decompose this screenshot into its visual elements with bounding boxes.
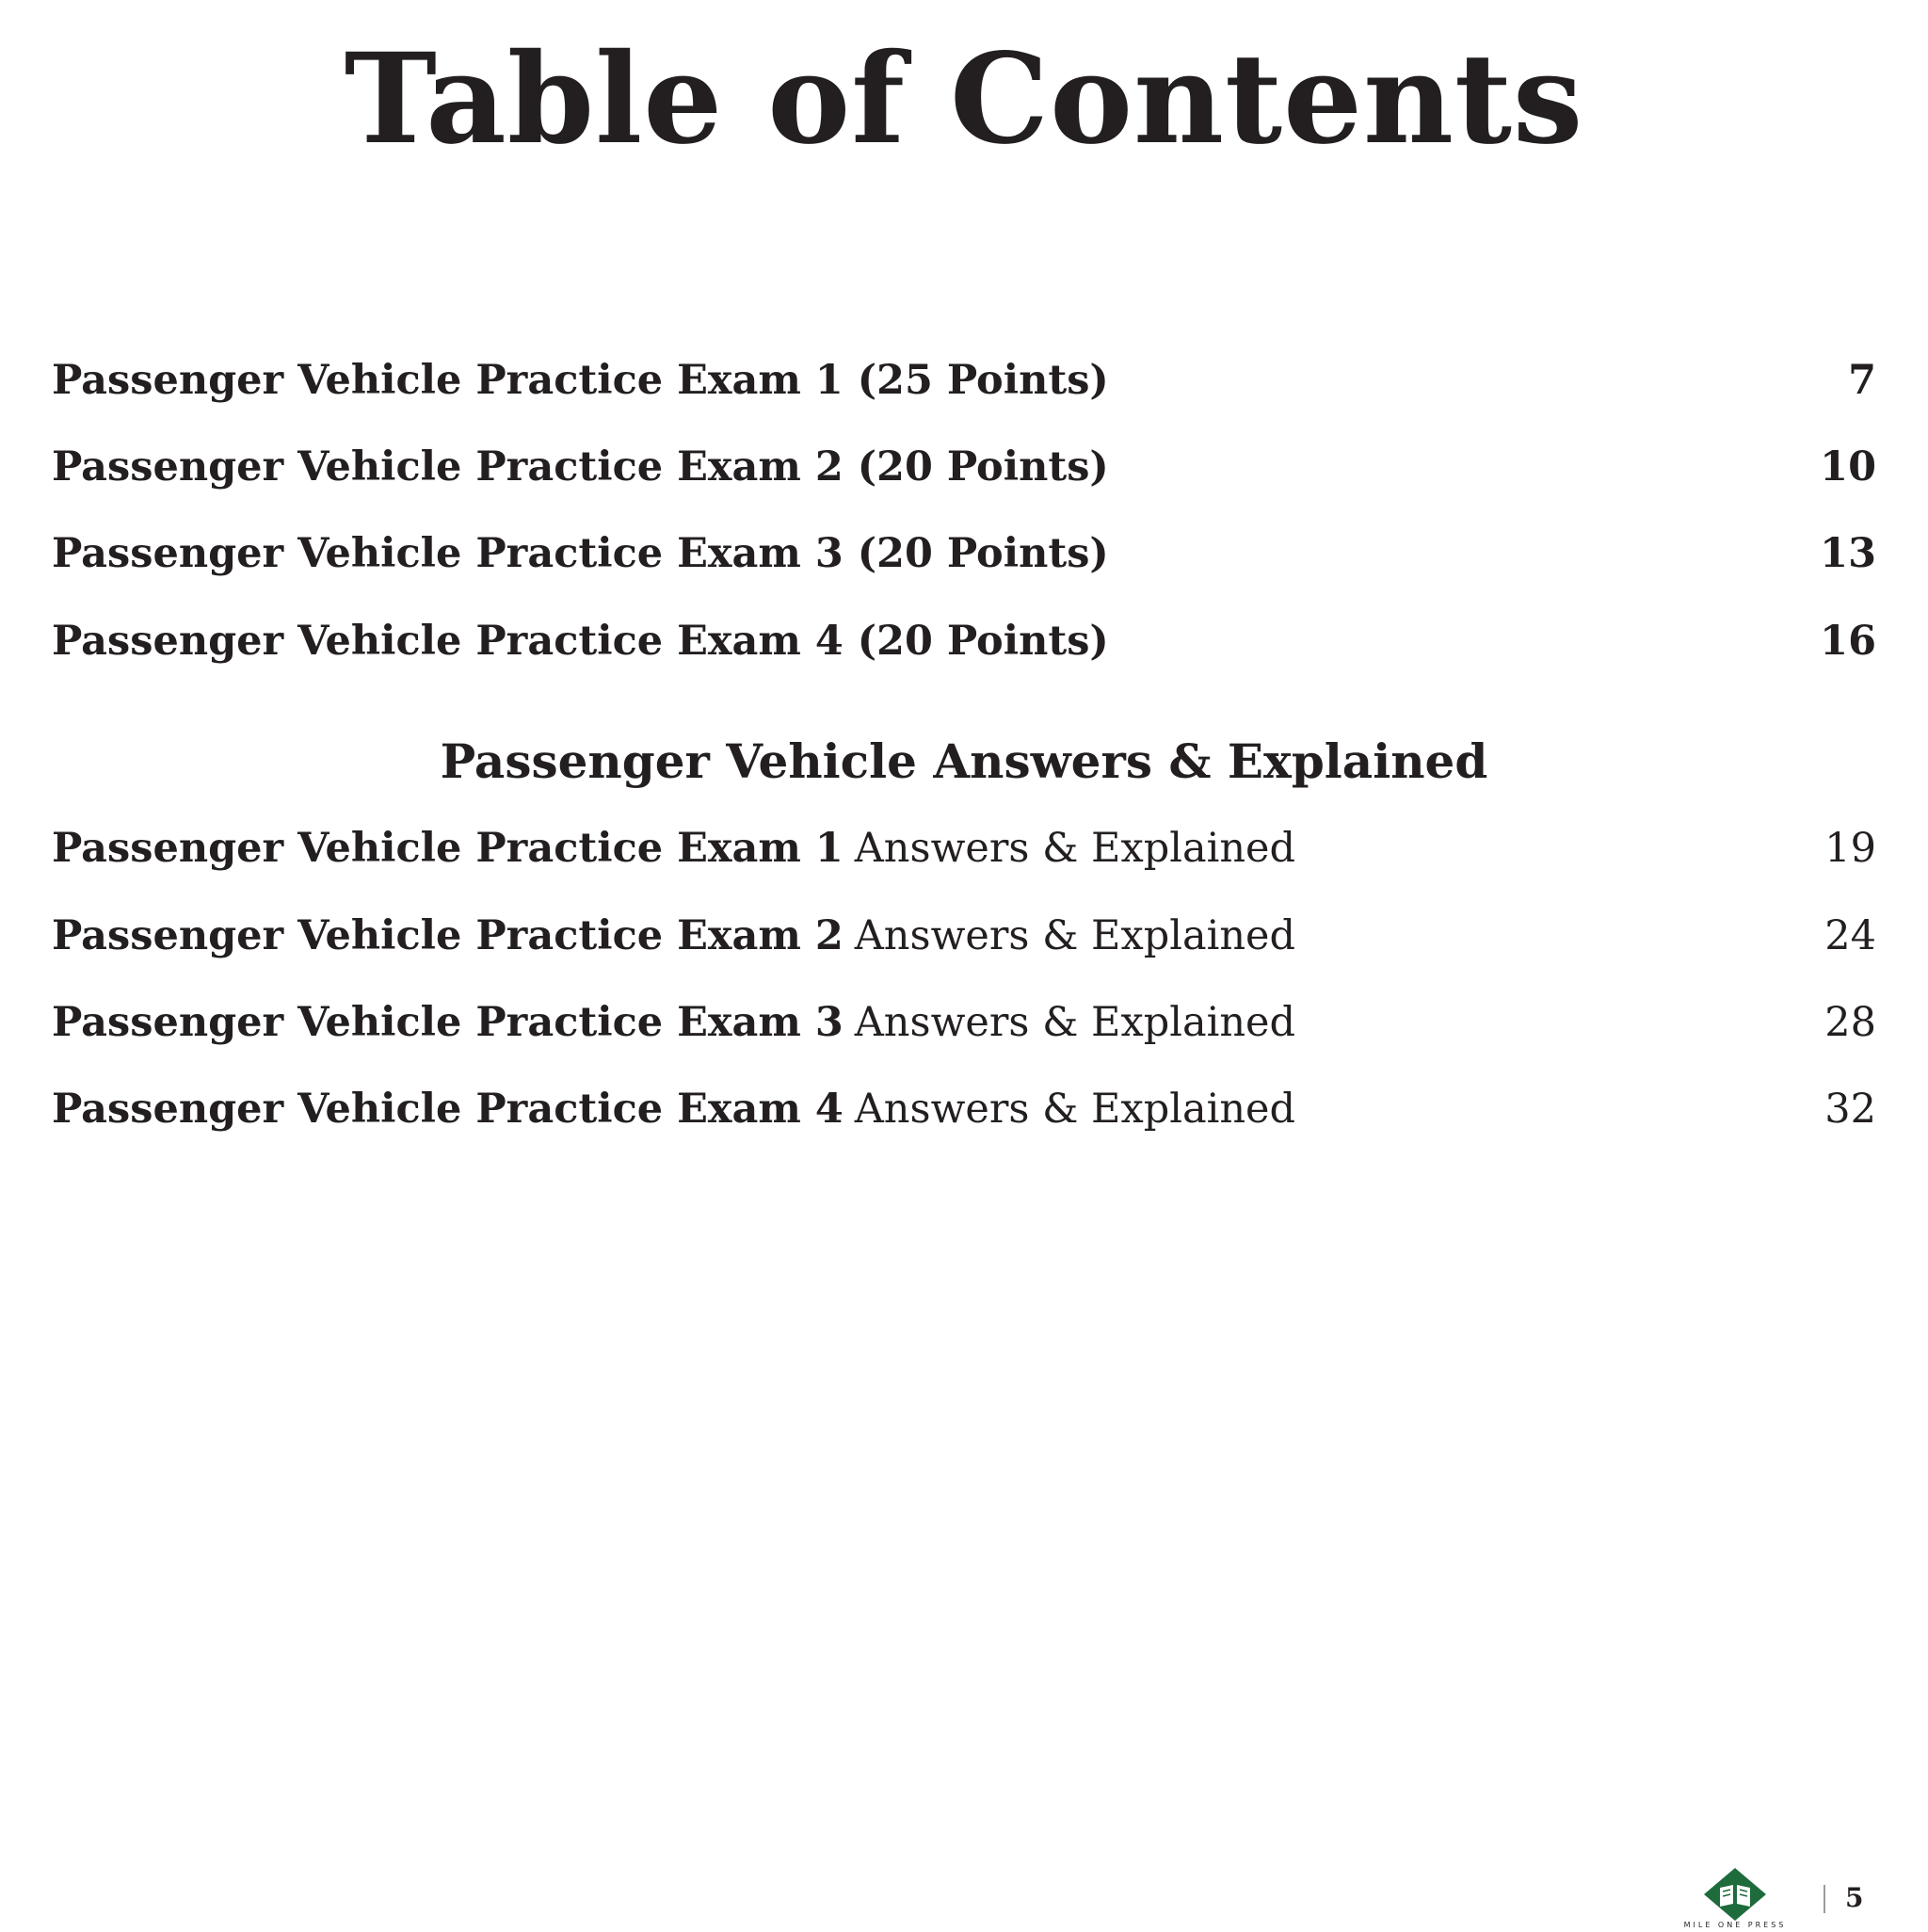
toc-entry-label: Passenger Vehicle Practice Exam 1 (25 Points): [52, 357, 1109, 404]
toc-entry-label: Passenger Vehicle Practice Exam 1: [52, 825, 844, 872]
toc-page-number: 32: [1824, 1086, 1876, 1133]
logo-diamond: [1704, 1868, 1766, 1921]
toc-entry-label: Passenger Vehicle Practice Exam 4 (20 Points): [52, 618, 1109, 665]
page-title: Table of Contents: [344, 26, 1584, 172]
toc-entry-exam-4[interactable]: [52, 613, 1876, 669]
toc-entry-label: Passenger Vehicle Practice Exam 4: [52, 1086, 844, 1133]
toc-entry-answers-4[interactable]: [52, 1081, 1876, 1137]
toc-entry-label: Passenger Vehicle Practice Exam 3 (20 Points): [52, 530, 1109, 577]
answers-section-heading: Passenger Vehicle Answers & Explained: [440, 733, 1488, 789]
toc-entry-label: Passenger Vehicle Practice Exam 2 (20 Points): [52, 443, 1109, 491]
toc-page-number: 10: [1820, 443, 1876, 491]
toc-entry-answers-3[interactable]: [52, 994, 1876, 1051]
toc-entry-suffix: Answers & Explained: [854, 999, 1296, 1046]
toc-entry-suffix: Answers & Explained: [854, 1086, 1296, 1133]
toc-entry-answers-2[interactable]: [52, 908, 1876, 964]
toc-page-number: 7: [1848, 357, 1876, 404]
toc-page-number: 13: [1820, 530, 1876, 577]
toc-page-number: 19: [1824, 825, 1876, 872]
page-number: 5: [1845, 1882, 1864, 1913]
toc-entry-exam-1[interactable]: [52, 352, 1876, 409]
footer-divider: [1824, 1885, 1825, 1913]
publisher-logo: [1676, 1866, 1794, 1928]
toc-entry-answers-1[interactable]: [52, 820, 1876, 877]
book-icon: [1676, 1866, 1794, 1928]
toc-entry-exam-2[interactable]: [52, 439, 1876, 495]
toc-entry-label: Passenger Vehicle Practice Exam 3: [52, 999, 844, 1046]
toc-page-number: 16: [1820, 618, 1876, 665]
toc-entry-suffix: Answers & Explained: [854, 825, 1296, 872]
toc-entry-label: Passenger Vehicle Practice Exam 2: [52, 912, 844, 959]
toc-page-number: 28: [1824, 999, 1876, 1046]
publisher-name: MILE ONE PRESS: [1683, 1921, 1787, 1928]
toc-page-number: 24: [1824, 912, 1876, 959]
toc-entry-exam-3[interactable]: [52, 525, 1876, 582]
toc-entry-suffix: Answers & Explained: [854, 912, 1296, 959]
